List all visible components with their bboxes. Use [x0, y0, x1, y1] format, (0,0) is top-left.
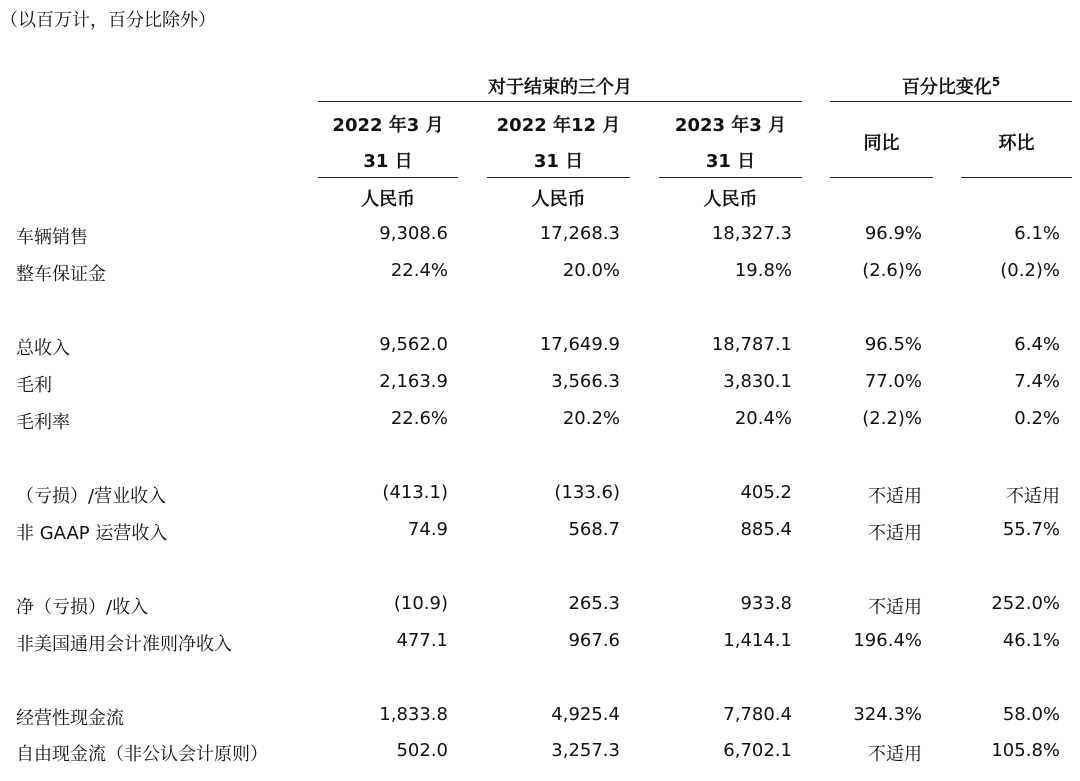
cell-q1-2023: 1,414.1 [723, 630, 792, 651]
period-q1-2022-line1: 2022 年3 月 [332, 115, 444, 136]
cell-q1-2022: 22.4% [390, 260, 448, 281]
cell-qoq: (0.2)% [1000, 260, 1060, 281]
cell-qoq: 7.4% [1014, 371, 1060, 392]
cell-qoq: 不适用 [1006, 486, 1060, 507]
cell-q4-2022: 265.3 [568, 593, 620, 614]
cell-q1-2022: 502.0 [396, 740, 448, 761]
cell-q1-2022: 1,833.8 [379, 704, 448, 725]
cell-q1-2022: 2,163.9 [379, 371, 448, 392]
cell-yoy: 96.9% [864, 223, 922, 244]
cell-yoy: 不适用 [868, 744, 922, 765]
cell-q1-2023: 19.8% [734, 260, 792, 281]
cell-q1-2022: 9,308.6 [379, 223, 448, 244]
row-label: 净（亏损）/收入 [16, 597, 149, 618]
change-group-header [830, 73, 1072, 99]
cell-qoq: 0.2% [1014, 408, 1060, 429]
cell-qoq: 252.0% [991, 593, 1060, 614]
cell-q1-2022: 74.9 [407, 519, 448, 540]
row-label: 毛利 [16, 375, 52, 396]
cell-qoq: 58.0% [1002, 704, 1060, 725]
period-q4-2022-line2: 31 日 [533, 151, 584, 172]
currency-q4-2022: 人民币 [531, 189, 586, 210]
period-q1-2023-line1: 2023 年3 月 [674, 115, 787, 136]
cell-q4-2022: 3,566.3 [551, 371, 620, 392]
change-group-rule [830, 101, 1072, 102]
currency-q1-2022: 人民币 [361, 189, 415, 210]
period-group-rule [318, 101, 802, 102]
cell-q1-2022: (413.1) [382, 482, 448, 503]
row-label: 整车保证金 [16, 264, 106, 285]
currency-q1-2023: 人民币 [703, 189, 758, 210]
cell-q4-2022: 4,925.4 [551, 704, 620, 725]
unit-note: （以百万计，百分比除外） [0, 10, 216, 31]
cell-qoq: 105.8% [991, 740, 1060, 761]
cell-q4-2022: (133.6) [554, 482, 620, 503]
period-q1-2022-line2: 31 日 [363, 151, 413, 172]
yoy-header: 同比 [863, 133, 900, 154]
cell-q4-2022: 967.6 [568, 630, 620, 651]
cell-yoy: 324.3% [853, 704, 922, 725]
qoq-header: 环比 [998, 133, 1035, 154]
cell-q4-2022: 568.7 [568, 519, 620, 540]
cell-q4-2022: 20.0% [562, 260, 620, 281]
row-label: 毛利率 [16, 412, 70, 433]
change-group-label: 百分比变化 [901, 77, 992, 98]
col-rule-q4-2022 [487, 177, 630, 178]
cell-yoy: (2.6)% [862, 260, 922, 281]
row-label: 总收入 [16, 338, 70, 359]
cell-q4-2022: 17,268.3 [539, 223, 620, 244]
cell-q4-2022: 20.2% [562, 408, 620, 429]
cell-qoq: 6.4% [1014, 334, 1060, 355]
row-label: 自由现金流（非公认会计原则） [16, 744, 268, 765]
cell-q1-2022: (10.9) [393, 593, 448, 614]
period-group-label: 对于结束的三个月 [488, 77, 632, 98]
cell-q1-2022: 477.1 [396, 630, 448, 651]
cell-q4-2022: 3,257.3 [551, 740, 620, 761]
cell-yoy: (2.2)% [862, 408, 922, 429]
cell-q1-2022: 9,562.0 [379, 334, 448, 355]
row-label: 非 GAAP 运营收入 [16, 523, 168, 544]
row-label: 非美国通用会计准则净收入 [16, 634, 232, 655]
cell-q1-2023: 933.8 [740, 593, 792, 614]
row-label: （亏损）/营业收入 [16, 486, 167, 507]
period-group-header [318, 73, 802, 99]
cell-q1-2023: 18,327.3 [711, 223, 792, 244]
cell-yoy: 196.4% [853, 630, 922, 651]
col-rule-yoy [830, 177, 933, 178]
cell-q1-2023: 6,702.1 [723, 740, 792, 761]
cell-q1-2023: 3,830.1 [723, 371, 792, 392]
col-rule-q1-2023 [659, 177, 802, 178]
cell-qoq: 6.1% [1014, 223, 1060, 244]
col-rule-qoq [961, 177, 1072, 178]
cell-q1-2023: 20.4% [734, 408, 792, 429]
row-label: 车辆销售 [16, 227, 88, 248]
cell-q1-2023: 885.4 [740, 519, 792, 540]
cell-q1-2023: 7,780.4 [723, 704, 792, 725]
cell-q1-2023: 405.2 [740, 482, 792, 503]
col-rule-q1-2022 [318, 177, 458, 178]
cell-q4-2022: 17,649.9 [539, 334, 620, 355]
row-label: 经营性现金流 [16, 708, 124, 729]
cell-qoq: 46.1% [1002, 630, 1060, 651]
footnote-marker: 5 [991, 75, 1001, 89]
period-q4-2022-line1: 2022 年12 月 [496, 115, 621, 136]
cell-yoy: 77.0% [864, 371, 922, 392]
period-q1-2023-line2: 31 日 [705, 151, 756, 172]
cell-qoq: 55.7% [1002, 519, 1060, 540]
cell-q1-2022: 22.6% [390, 408, 448, 429]
cell-yoy: 不适用 [868, 597, 922, 618]
cell-q1-2023: 18,787.1 [711, 334, 792, 355]
cell-yoy: 不适用 [868, 486, 922, 507]
cell-yoy: 不适用 [868, 523, 922, 544]
cell-yoy: 96.5% [864, 334, 922, 355]
